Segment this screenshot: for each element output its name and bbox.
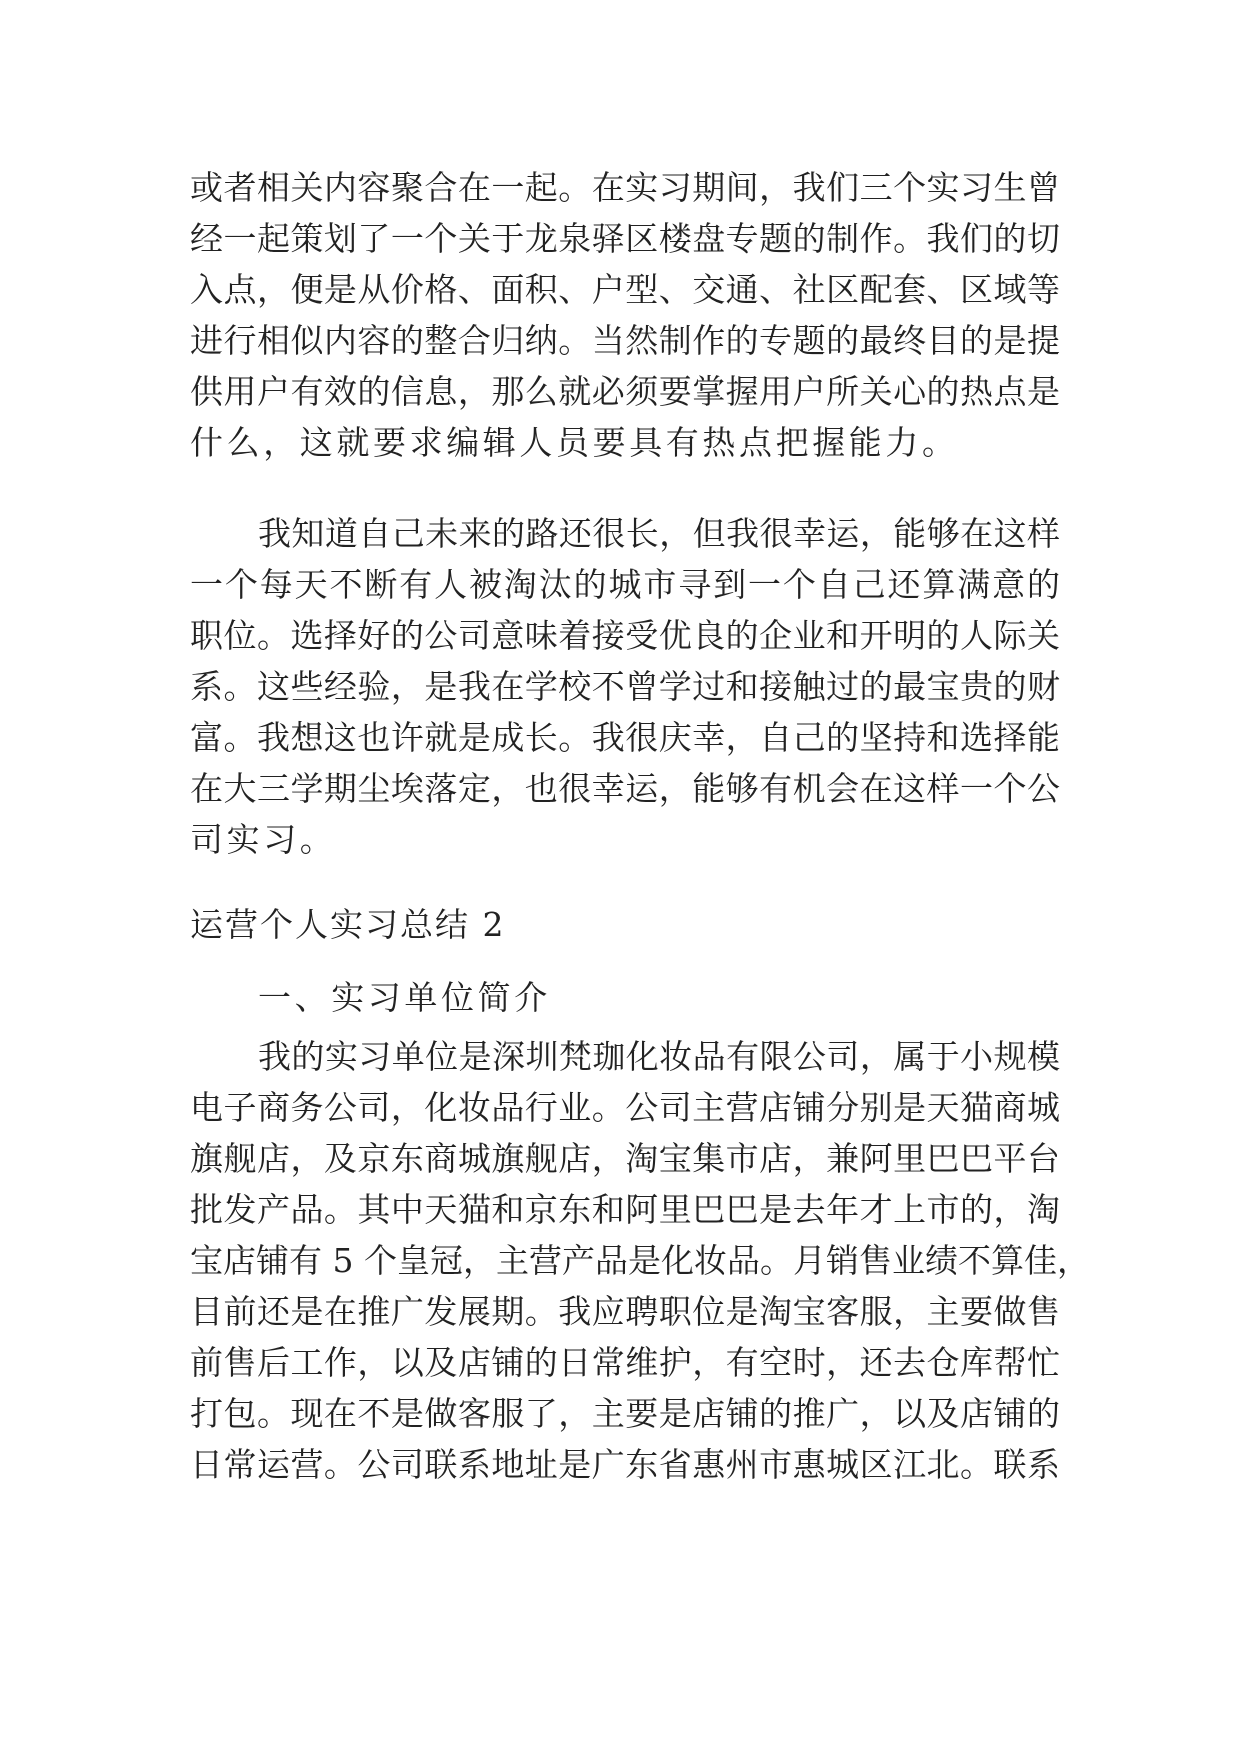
section-title: 运营个人实习总结 2 bbox=[190, 905, 506, 944]
paragraph-2-line-6: 在大三学期尘埃落定，也很幸运，能够有机会在这样一个公 bbox=[190, 769, 1060, 808]
paragraph-3-line-2: 电子商务公司，化妆品行业。公司主营店铺分别是天猫商城 bbox=[190, 1088, 1060, 1127]
paragraph-2-line-1: 我知道自己未来的路还很长，但我很幸运，能够在这样 bbox=[258, 514, 1060, 553]
paragraph-3-line-9: 日常运营。公司联系地址是广东省惠州市惠城区江北。联系 bbox=[190, 1445, 1060, 1484]
paragraph-2-line-5: 富。我想这也许就是成长。我很庆幸，自己的坚持和选择能 bbox=[190, 718, 1060, 757]
paragraph-2-line-2: 一个每天不断有人被淘汰的城市寻到一个自己还算满意的 bbox=[190, 565, 1060, 604]
paragraph-2-line-4: 系。这些经验，是我在学校不曾学过和接触过的最宝贵的财 bbox=[190, 667, 1060, 706]
paragraph-1-line-3: 入点，便是从价格、面积、户型、交通、社区配套、区域等 bbox=[190, 270, 1060, 309]
paragraph-2-line-3: 职位。选择好的公司意味着接受优良的企业和开明的人际关 bbox=[190, 616, 1060, 655]
paragraph-1-line-1: 或者相关内容聚合在一起。在实习期间，我们三个实习生曾 bbox=[190, 168, 1060, 207]
paragraph-3-line-1: 我的实习单位是深圳梵珈化妆品有限公司，属于小规模 bbox=[258, 1037, 1060, 1076]
paragraph-3-line-3: 旗舰店，及京东商城旗舰店，淘宝集市店，兼阿里巴巴平台 bbox=[190, 1139, 1060, 1178]
paragraph-3-line-7: 前售后工作，以及店铺的日常维护，有空时，还去仓库帮忙 bbox=[190, 1343, 1060, 1382]
subsection-title: 一、实习单位简介 bbox=[258, 978, 551, 1017]
paragraph-1-line-5: 供用户有效的信息，那么就必须要掌握用户所关心的热点是 bbox=[190, 372, 1060, 411]
paragraph-1-line-2: 经一起策划了一个关于龙泉驿区楼盘专题的制作。我们的切 bbox=[190, 219, 1060, 258]
paragraph-2-line-7: 司实习。 bbox=[190, 820, 337, 859]
paragraph-3-line-4: 批发产品。其中天猫和京东和阿里巴巴是去年才上市的，淘 bbox=[190, 1190, 1060, 1229]
paragraph-1-line-4: 进行相似内容的整合归纳。当然制作的专题的最终目的是提 bbox=[190, 321, 1060, 360]
paragraph-1-line-6: 什么，这就要求编辑人员要具有热点把握能力。 bbox=[190, 423, 959, 462]
paragraph-3-line-5: 宝店铺有 5 个皇冠，主营产品是化妆品。月销售业绩不算佳， bbox=[190, 1241, 1090, 1280]
paragraph-3-line-6: 目前还是在推广发展期。我应聘职位是淘宝客服，主要做售 bbox=[190, 1292, 1060, 1331]
paragraph-3-line-8: 打包。现在不是做客服了，主要是店铺的推广，以及店铺的 bbox=[190, 1394, 1060, 1433]
